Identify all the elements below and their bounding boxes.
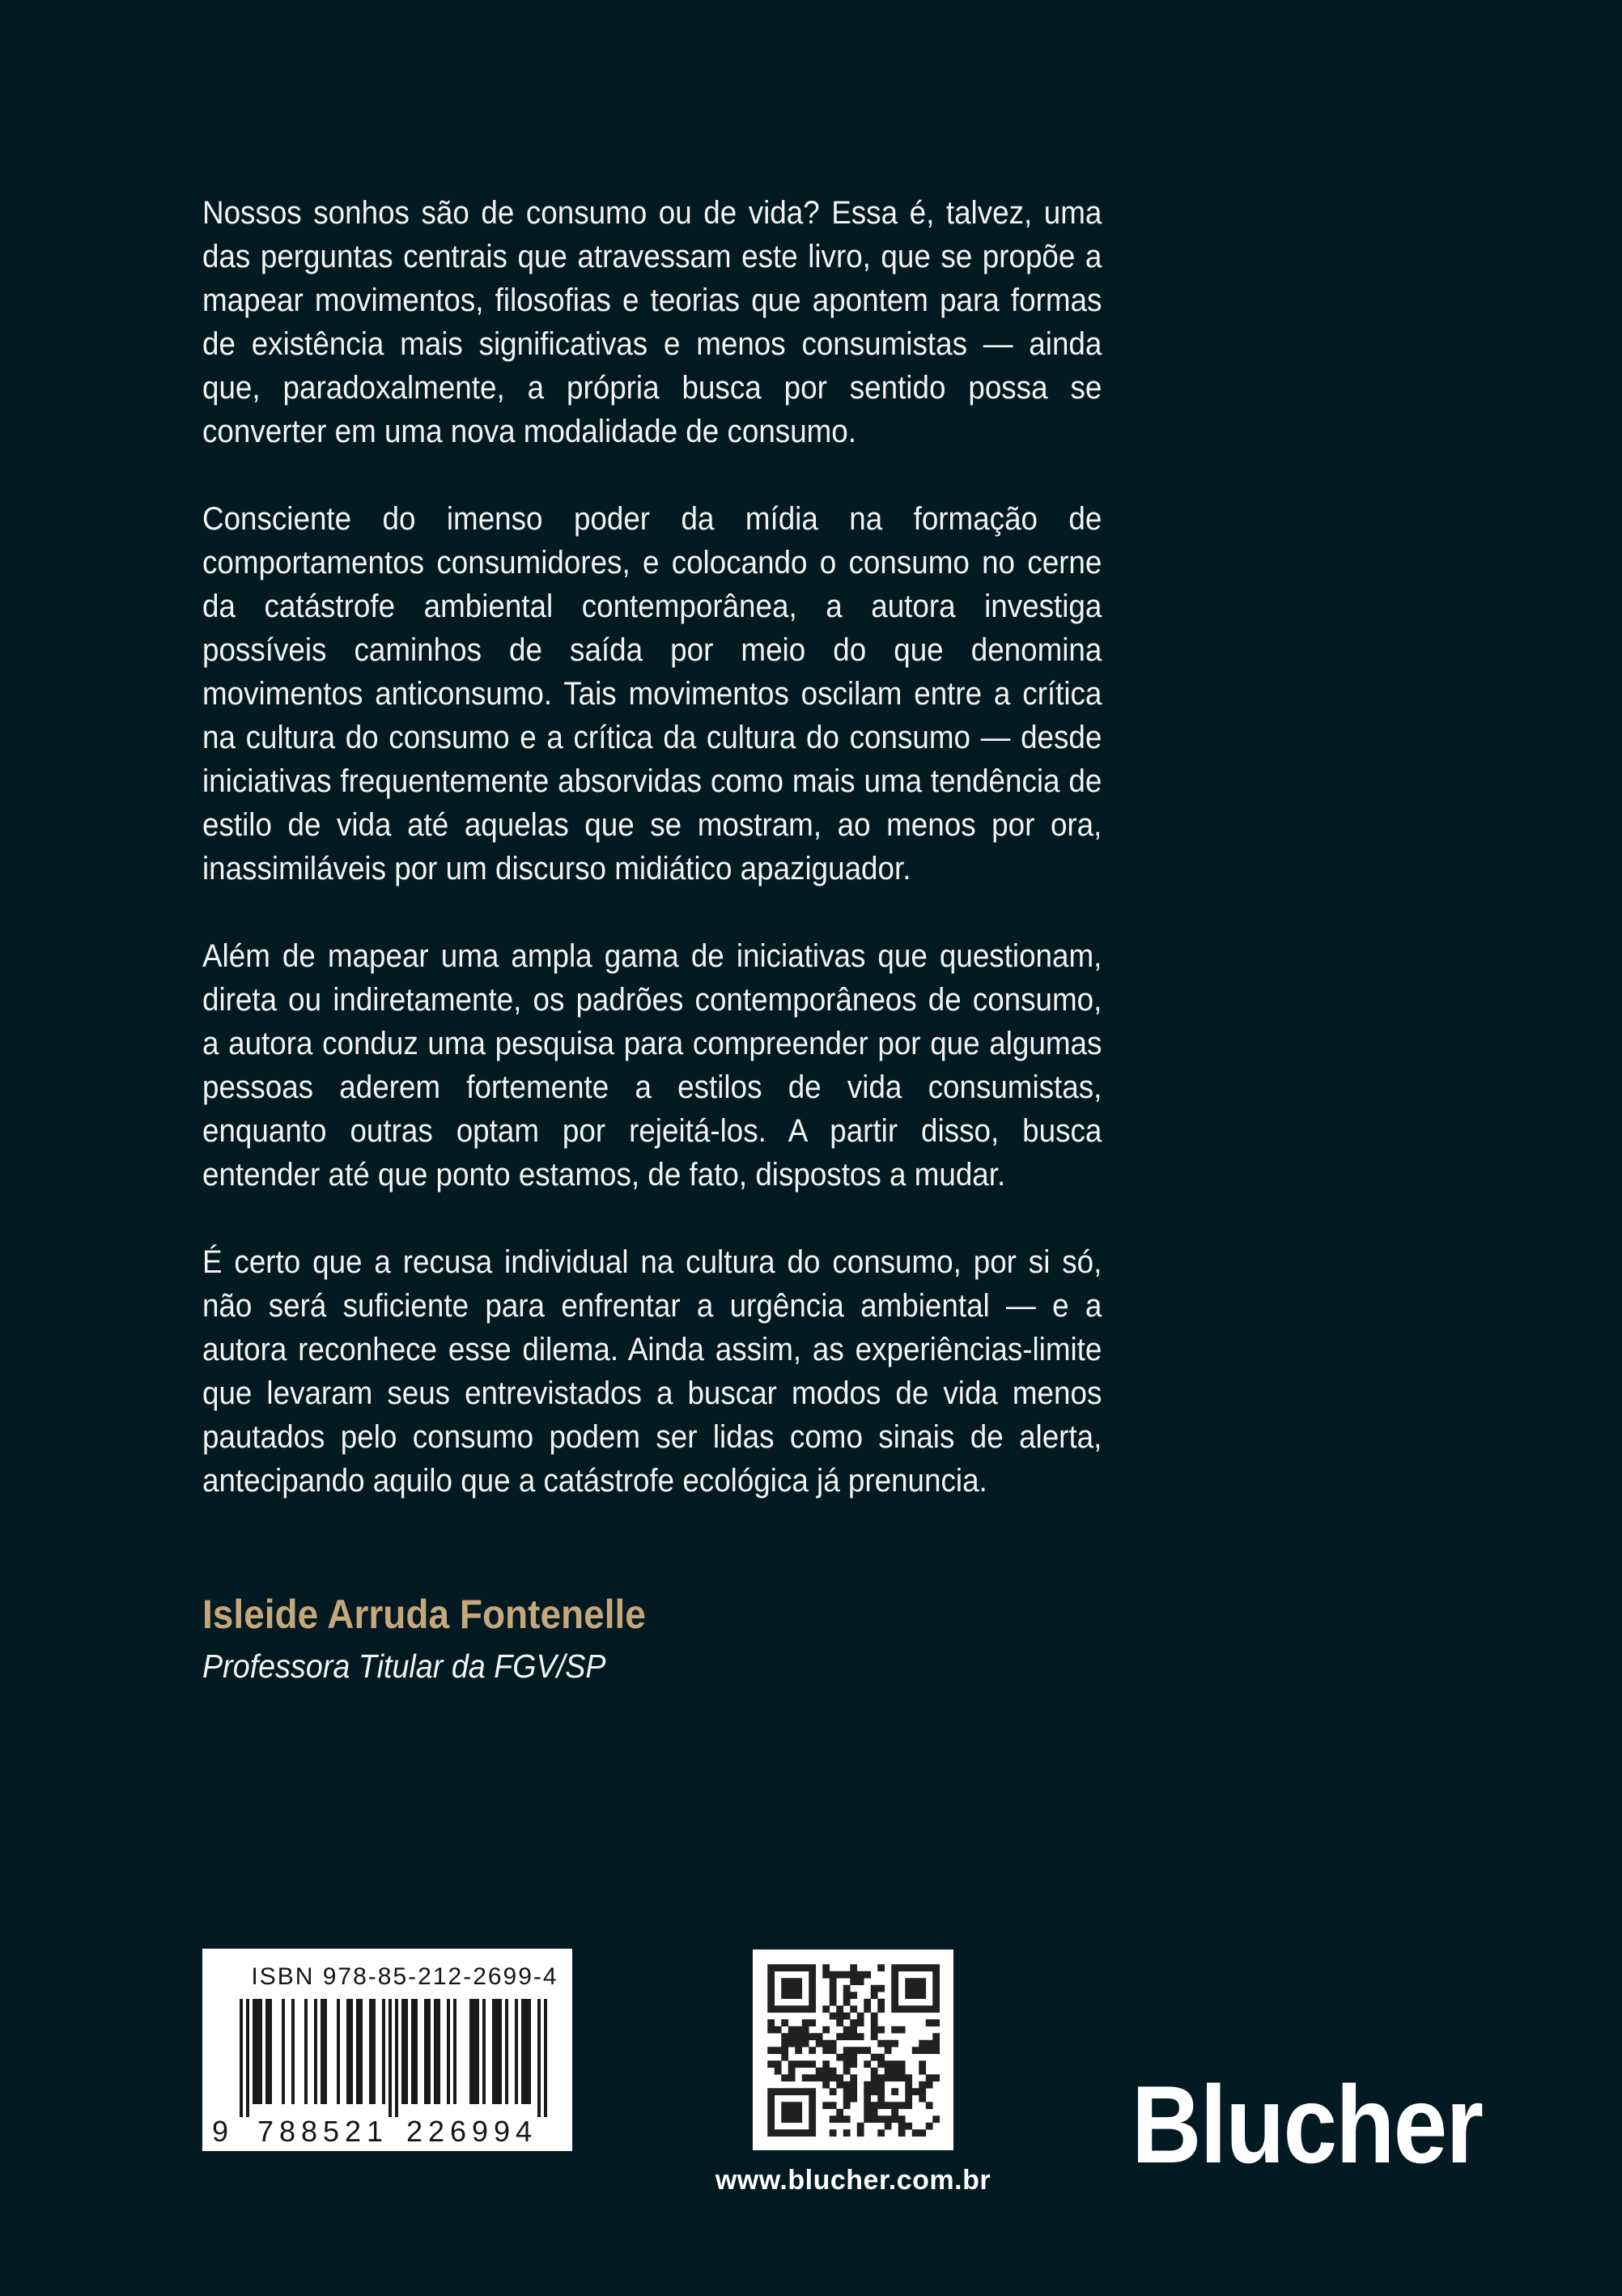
svg-text:8: 8 bbox=[278, 2115, 296, 2148]
isbn-barcode bbox=[202, 1949, 572, 2151]
isbn-barcode-graphic bbox=[202, 1949, 572, 2151]
svg-text:9: 9 bbox=[493, 2115, 511, 2148]
svg-text:9: 9 bbox=[471, 2115, 489, 2148]
svg-text:ISBN 978-85-212-2699-4: ISBN 978-85-212-2699-4 bbox=[251, 1963, 558, 1990]
svg-text:6: 6 bbox=[449, 2115, 467, 2148]
svg-text:2: 2 bbox=[406, 2115, 423, 2148]
svg-text:5: 5 bbox=[322, 2115, 340, 2148]
svg-text:4: 4 bbox=[515, 2115, 533, 2148]
svg-text:8: 8 bbox=[300, 2115, 318, 2148]
blurb-paragraph-1: Nossos sonhos são de consumo ou de vida? Essa é, talvez, uma das perguntas centrais que atravessam este livro, que se propõe a mapear movimentos, filosofias e teorias que apontem para formas de existência mais significativas e menos consumistas — ainda que, paradoxalmente, a própria busca por sentido possa se converter em uma nova modalidade de consumo. bbox=[202, 195, 1102, 449]
svg-text:9: 9 bbox=[212, 2115, 229, 2148]
svg-text:2: 2 bbox=[427, 2115, 445, 2148]
qr-code-graphic bbox=[753, 1949, 953, 2150]
publisher-logo: Blucher bbox=[1132, 2063, 1483, 2186]
author-name: Isleide Arruda Fontenelle bbox=[202, 1592, 646, 1637]
svg-text:1: 1 bbox=[366, 2115, 384, 2148]
blurb-text-block bbox=[202, 191, 1102, 1686]
blurb-paragraph-4: É certo que a recusa individual na cultura do consumo, por si só, não será suficiente para enfrentar a urgência ambiental — e a autora reconhece esse dilema. Ainda assim, as experiências-limite que levaram seus entrevistados a buscar modos de vida menos pautados pelo consumo podem ser lidas como sinais de alerta, antecipando aquilo que a catástrofe ecológica já prenuncia. bbox=[202, 1244, 1102, 1499]
svg-text:7: 7 bbox=[257, 2115, 274, 2148]
author-title: Professora Titular da FGV/SP bbox=[202, 1648, 606, 1685]
qr-code bbox=[753, 1949, 953, 2150]
blurb-paragraph-3: Além de mapear uma ampla gama de iniciativas que questionam, direta ou indiretamente, os padrões contemporâneos de consumo, a autora conduz uma pesquisa para compreender por que algumas pessoas aderem fortemente a estilos de vida consumistas, enquanto outras optam por rejeitá-los. A partir disso, busca entender até que ponto estamos, de fato, dispostos a mudar. bbox=[202, 938, 1102, 1193]
svg-text:2: 2 bbox=[344, 2115, 362, 2148]
blurb-paragraph-2: Consciente do imenso poder da mídia na formação de comportamentos consumidores, e colocando o consumo no cerne da catástrofe ambiental contemporânea, a autora investiga possíveis caminhos de saída por meio do que denomina movimentos anticonsumo. Tais movimentos oscilam entre a crítica na cultura do consumo e a crítica da cultura do consumo — desde iniciativas frequentemente absorvidas como mais uma tendência de estilo de vida até aquelas que se mostram, ao menos por ora, inassimiláveis por um discurso midiático apaziguador. bbox=[202, 501, 1102, 887]
publisher-url: www.blucher.com.br bbox=[715, 2165, 991, 2196]
